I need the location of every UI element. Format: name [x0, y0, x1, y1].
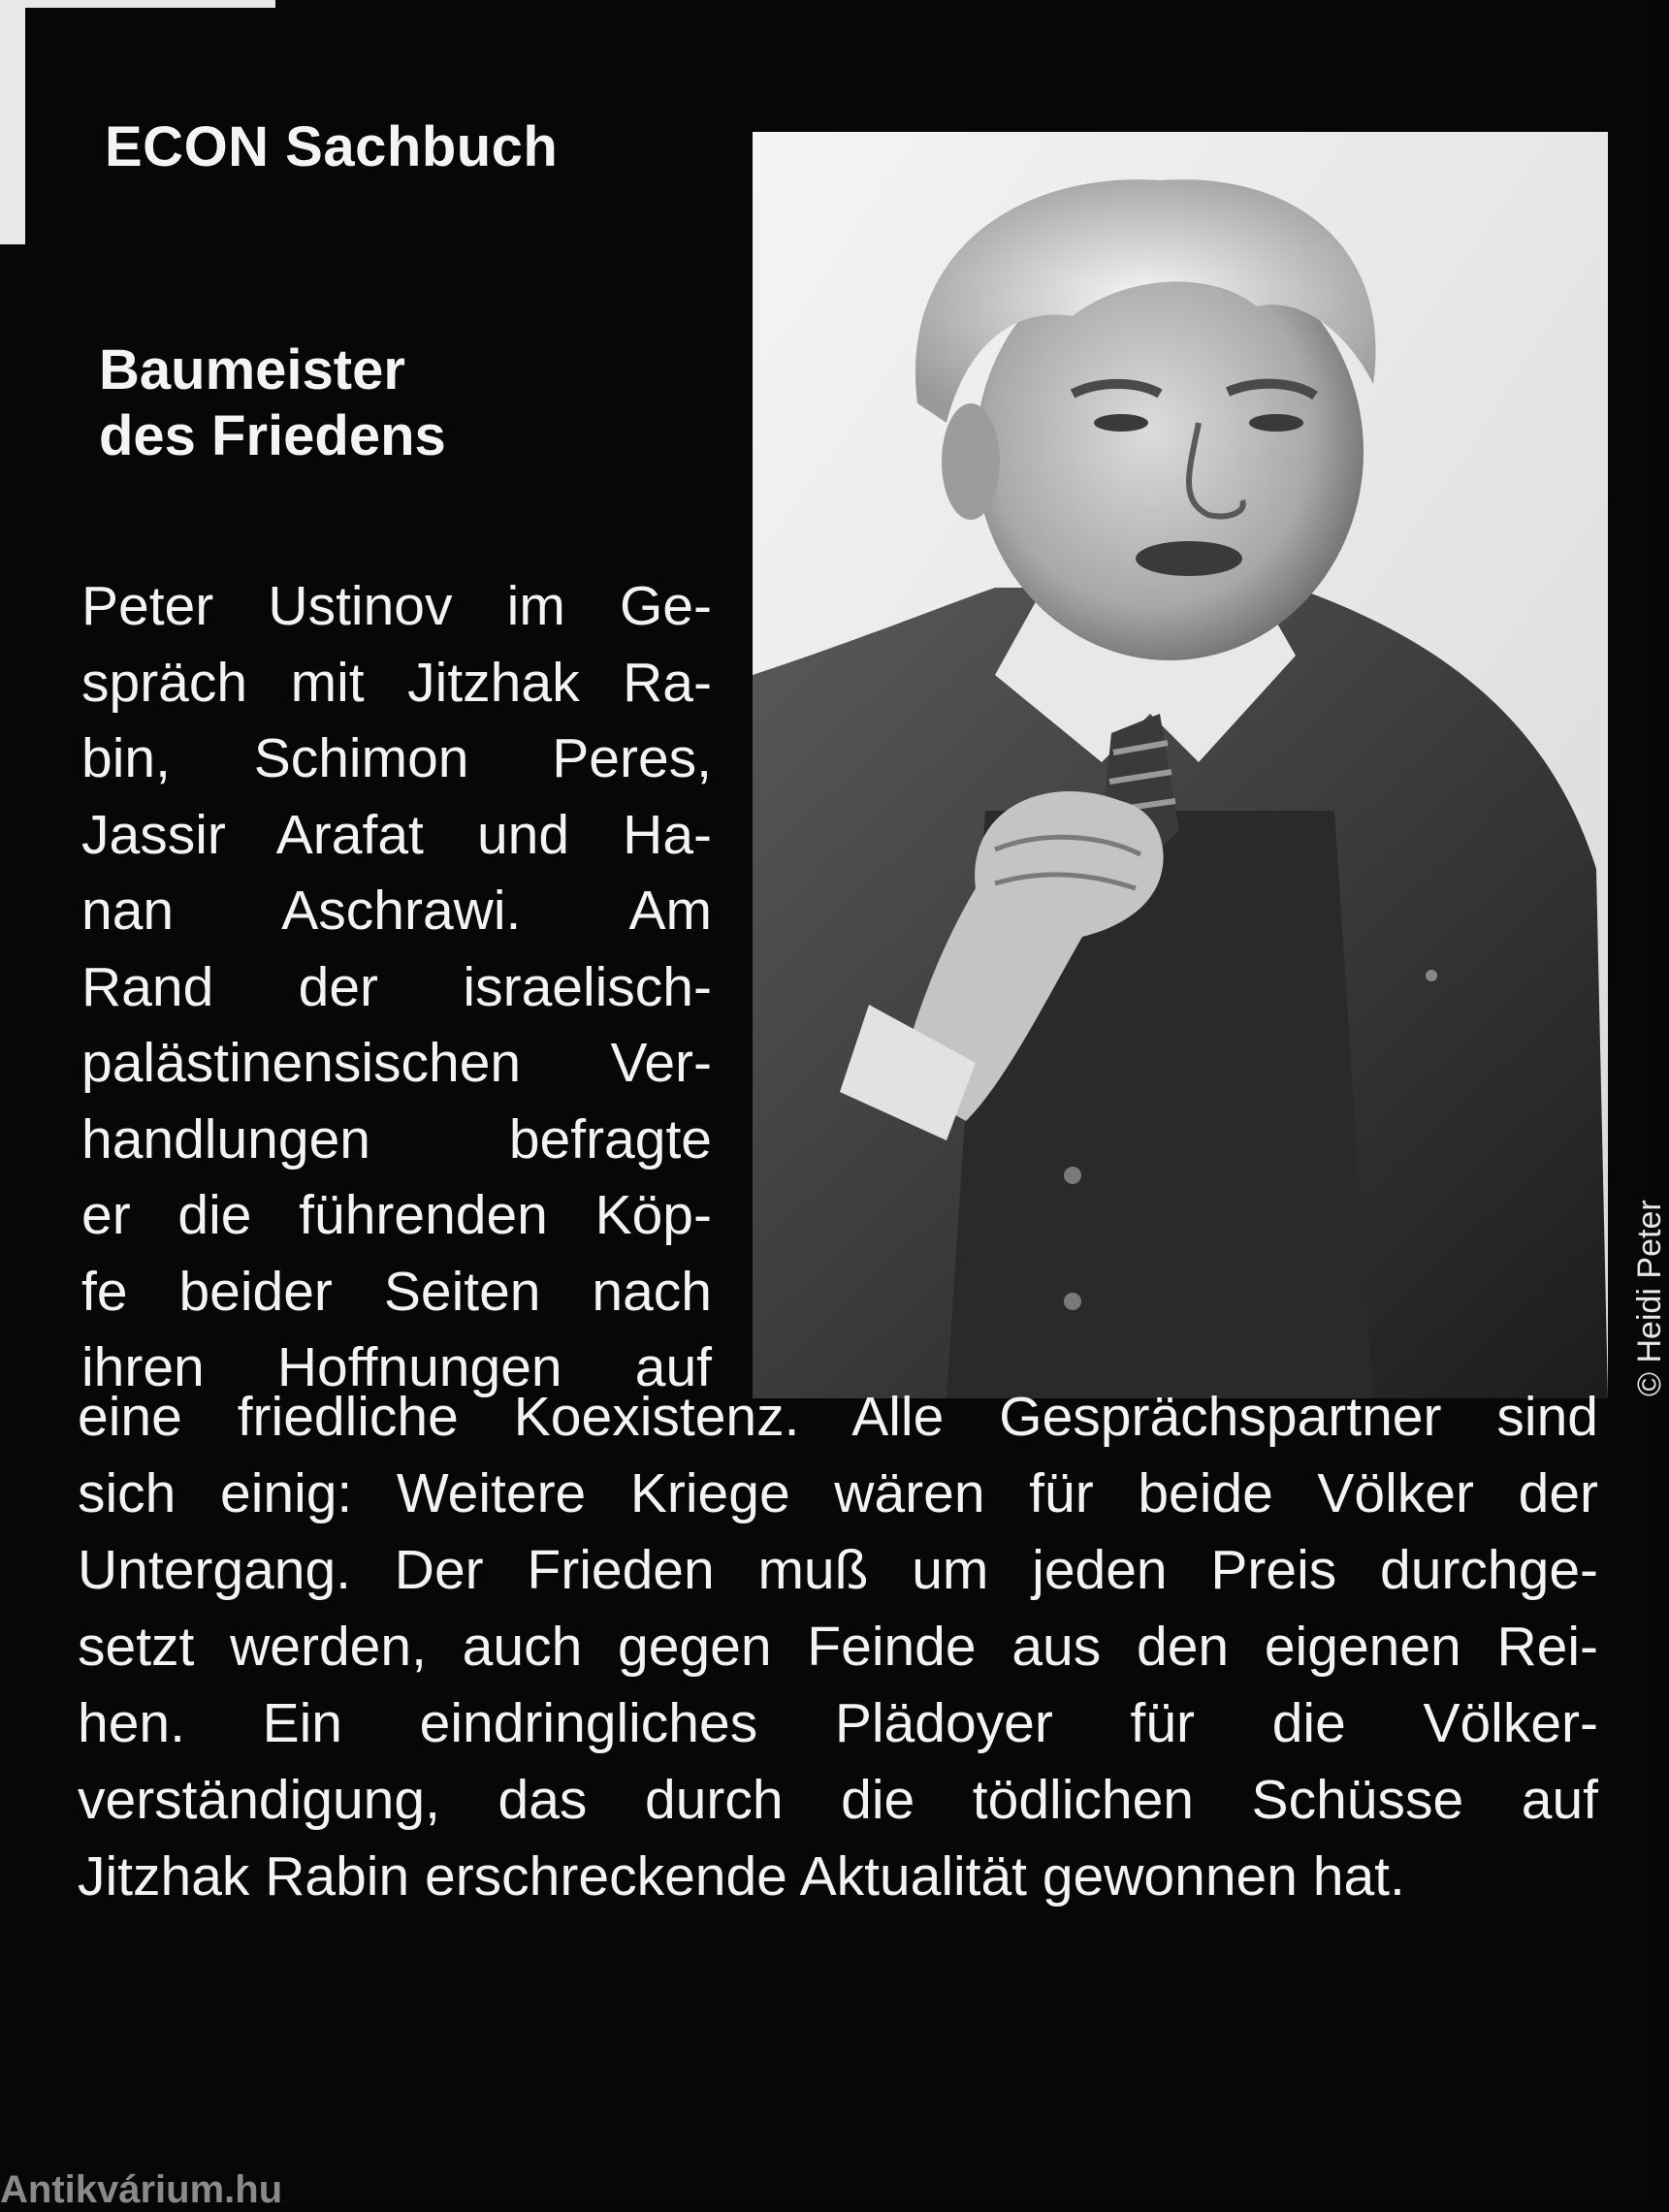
- book-title: [99, 337, 446, 470]
- title-line-1: Baumeister: [99, 338, 405, 401]
- blurb-line: bin, Schimon Peres,: [81, 727, 712, 789]
- blurb-line: er die führenden Köp-: [81, 1184, 712, 1246]
- blurb-line: hen. Ein eindringliches Plädoyer für die Völker-: [78, 1692, 1598, 1754]
- frame-corner-vertical: [0, 0, 25, 244]
- blurb-line: spräch mit Jitzhak Ra-: [81, 651, 712, 714]
- blurb-line: handlungen befragte: [81, 1107, 712, 1170]
- blurb-line: Jitzhak Rabin erschreckende Aktualität gewonnen hat.: [78, 1845, 1405, 1907]
- blurb-line: Rand der israelisch-: [81, 955, 712, 1018]
- title-line-2: des Friedens: [99, 404, 446, 468]
- blurb-line: fe beider Seiten nach: [81, 1260, 712, 1323]
- portrait-illustration: [753, 132, 1608, 1398]
- blurb-line: Jassir Arafat und Ha-: [81, 803, 712, 866]
- blurb-line: Untergang. Der Frieden muß um jeden Preis durchge-: [78, 1539, 1598, 1601]
- blurb-column: [81, 568, 712, 1406]
- frame-corner-horizontal: [0, 0, 275, 8]
- blurb-line: setzt werden, auch gegen Feinde aus den eigenen Rei-: [78, 1616, 1598, 1678]
- blurb-line: nan Aschrawi. Am: [81, 880, 712, 942]
- blurb-line: Peter Ustinov im Ge-: [81, 575, 712, 637]
- photo-credit: © Heidi Peter: [1631, 1200, 1668, 1396]
- author-portrait-photo: [753, 132, 1608, 1398]
- blurb-line: ihren Hoffnungen auf: [81, 1336, 712, 1398]
- blurb-full-width: [78, 1379, 1598, 1915]
- blurb-line: palästinensischen Ver-: [81, 1032, 712, 1094]
- blurb-line: verständigung, das durch die tödlichen Schüsse auf: [78, 1769, 1598, 1831]
- blurb-line: sich einig: Weitere Kriege wären für beide Völker der: [78, 1462, 1598, 1524]
- watermark: Antikvárium.hu: [0, 2168, 283, 2211]
- series-label: ECON Sachbuch: [105, 115, 559, 178]
- blurb-line: eine friedliche Koexistenz. Alle Gesprächspartner sind: [78, 1386, 1598, 1448]
